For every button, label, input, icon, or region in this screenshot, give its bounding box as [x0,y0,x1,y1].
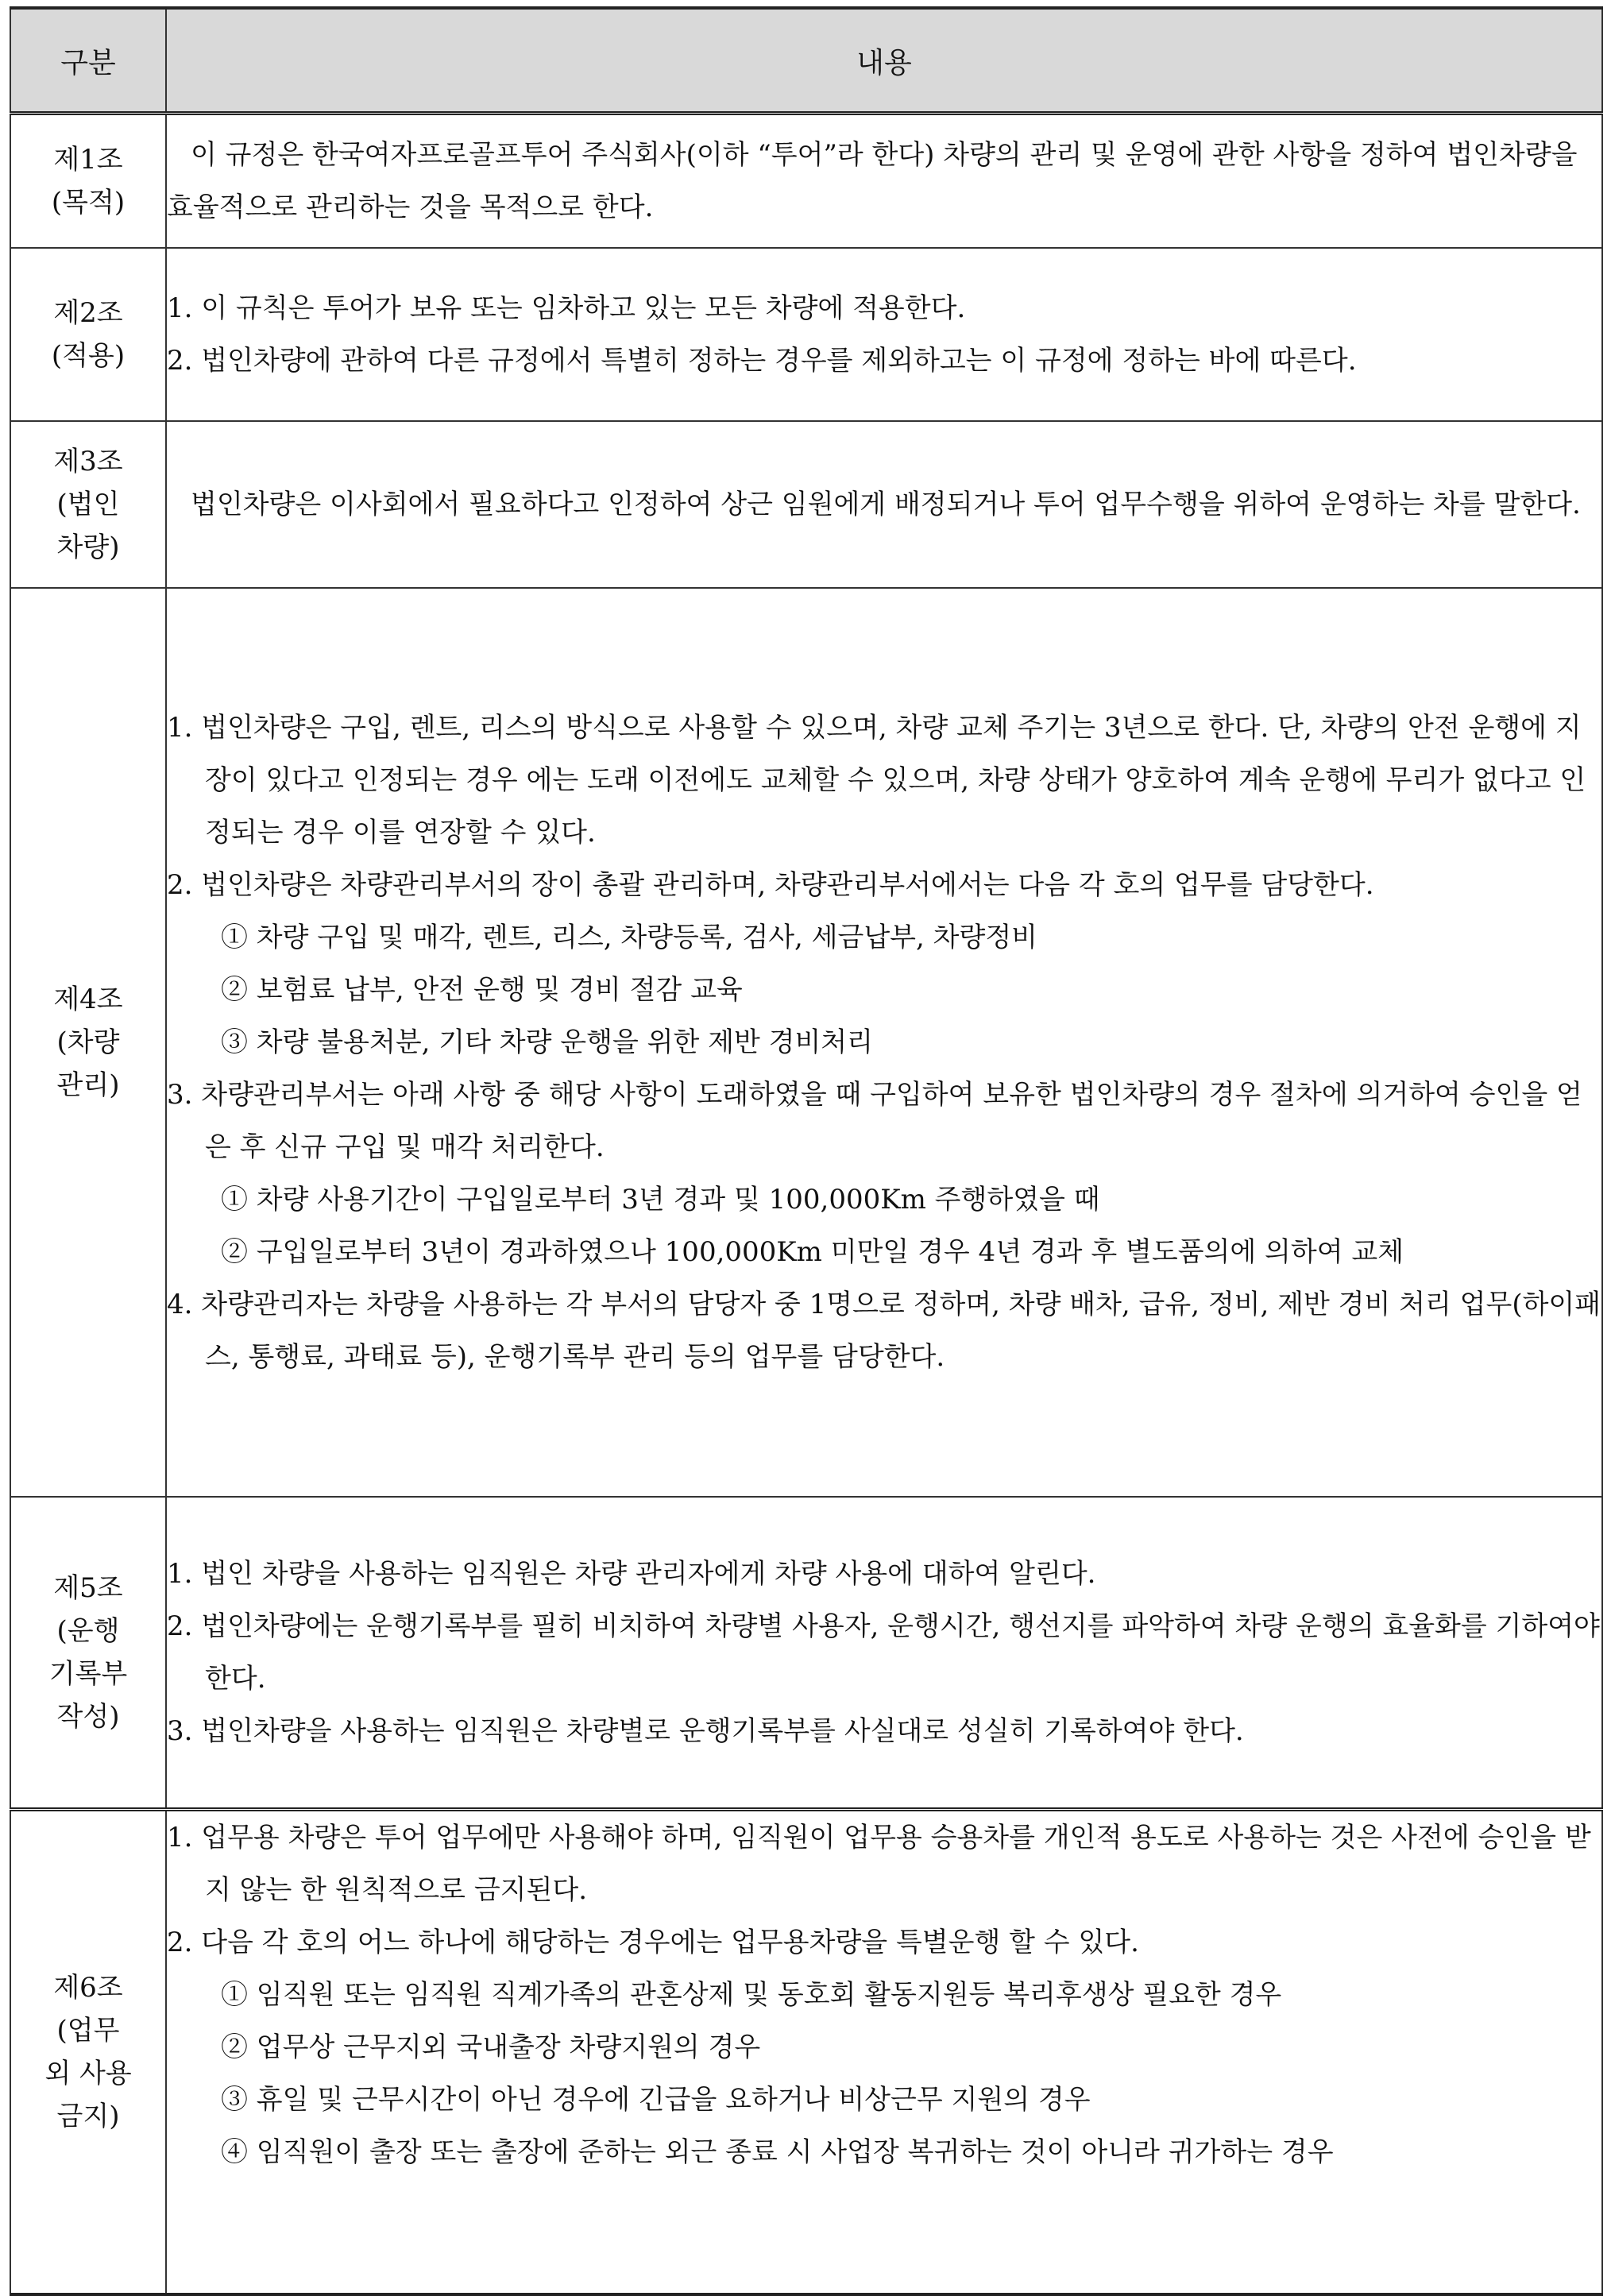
article-3-label: 제3조 (법인 차량) [10,421,166,588]
article-6-row [10,1810,1602,2295]
header-category: 구분 [10,8,166,114]
sub-clause: ② 업무상 근무지외 국내출장 차량지원의 경우 [221,2031,761,2063]
paragraph: 법인차량은 이사회에서 필요하다고 인정하여 상근 임원에게 배정되거나 투어 업무수행을 위하여 운영하는 차를 말한다. [191,489,1581,520]
article-6-label: 제6조 (업무 외 사용 금지) [10,1810,166,2295]
sub-clause: ② 구입일로부터 3년이 경과하였으나 100,000Km 미만일 경우 4년 경과 후 별도품의에 의하여 교체 [221,1236,1404,1268]
sub-clause: ③ 차량 불용처분, 기타 차량 운행을 위한 제반 경비처리 [221,1026,873,1058]
article-1-row [10,114,1602,249]
article-3-row [10,421,1602,588]
article-4-row [10,588,1602,1497]
sub-clause: ① 임직원 또는 임직원 직계가족의 관혼상제 및 동호회 활동지원등 복리후생상 필요한 경우 [221,1979,1282,2011]
header-content: 내용 [166,8,1602,114]
sub-clause: ③ 휴일 및 근무시간이 아닌 경우에 긴급을 요하거나 비상근무 지원의 경우 [221,2084,1091,2116]
article-2-label: 제2조 (적용) [10,248,166,421]
clause: 1. 법인차량은 구입, 렌트, 리스의 방식으로 사용할 수 있으며, 차량 교체 주기는 3년으로 한다. 단, 차량의 안전 운행에 지장이 있다고 인정되는 경우 에는 도래 이전에도 교체할 수 있으며, 차량 상태가 양호하여 계속 운행에 무리가 없다고 인정되는 경우 이를 연장할 수 있다. [167,712,1586,848]
article-5-content [166,1497,1602,1810]
article-5-row [10,1497,1602,1810]
clause: 2. 다음 각 호의 어느 하나에 해당하는 경우에는 업무용차량을 특별운행 할 수 있다. [167,1927,1139,1958]
article-1-label: 제1조 (목적) [10,114,166,249]
article-6-content [166,1810,1602,2295]
article-2-row [10,248,1602,421]
clause: 2. 법인차량은 차량관리부서의 장이 총괄 관리하며, 차량관리부서에서는 다음 각 호의 업무를 담당한다. [167,869,1374,901]
article-4-content [166,588,1602,1497]
sub-clause: ① 차량 구입 및 매각, 렌트, 리스, 차량등록, 검사, 세금납부, 차량정비 [221,922,1038,953]
clause: 2. 법인차량에 관하여 다른 규정에서 특별히 정하는 경우를 제외하고는 이 규정에 정하는 바에 따른다. [167,345,1357,377]
article-2-content [166,248,1602,421]
paragraph: 이 규정은 한국여자프로골프투어 주식회사(이하 “투어”라 한다) 차량의 관리 및 운영에 관한 사항을 정하여 법인차량을 효율적으로 관리하는 것을 목적으로 한다. [167,139,1578,223]
article-4-label: 제4조 (차량 관리) [10,588,166,1497]
sub-clause: ④ 임직원이 출장 또는 출장에 준하는 외근 종료 시 사업장 복귀하는 것이 아니라 귀가하는 경우 [221,2136,1334,2168]
sub-clause: ② 보험료 납부, 안전 운행 및 경비 절감 교육 [221,974,743,1006]
clause: 3. 차량관리부서는 아래 사항 중 해당 사항이 도래하였을 때 구입하여 보유한 법인차량의 경우 절차에 의거하여 승인을 얻은 후 신규 구입 및 매각 처리한다. [167,1079,1582,1163]
article-3-content [166,421,1602,588]
table-header-row [10,8,1602,114]
clause: 4. 차량관리자는 차량을 사용하는 각 부서의 담당자 중 1명으로 정하며, 차량 배차, 급유, 정비, 제반 경비 처리 업무(하이패스, 통행료, 과태료 등), 운행기록부 관리 등의 업무를 담당한다. [167,1289,1601,1373]
clause: 2. 법인차량에는 운행기록부를 필히 비치하여 차량별 사용자, 운행시간, 행선지를 파악하여 차량 운행의 효율화를 기하여야 한다. [167,1610,1600,1695]
sub-clause: ① 차량 사용기간이 구입일로부터 3년 경과 및 100,000Km 주행하였을 때 [221,1184,1100,1216]
clause: 3. 법인차량을 사용하는 임직원은 차량별로 운행기록부를 사실대로 성실히 기록하여야 한다. [167,1715,1244,1747]
article-1-content [166,114,1602,249]
clause: 1. 법인 차량을 사용하는 임직원은 차량 관리자에게 차량 사용에 대하여 알린다. [167,1558,1096,1590]
clause: 1. 업무용 차량은 투어 업무에만 사용해야 하며, 임직원이 업무용 승용차를 개인적 용도로 사용하는 것은 사전에 승인을 받지 않는 한 원칙적으로 금지된다. [167,1822,1591,1906]
clause: 1. 이 규칙은 투어가 보유 또는 임차하고 있는 모든 차량에 적용한다. [167,292,966,324]
regulation-table [10,6,1603,2296]
article-5-label: 제5조 (운행 기록부 작성) [10,1497,166,1810]
